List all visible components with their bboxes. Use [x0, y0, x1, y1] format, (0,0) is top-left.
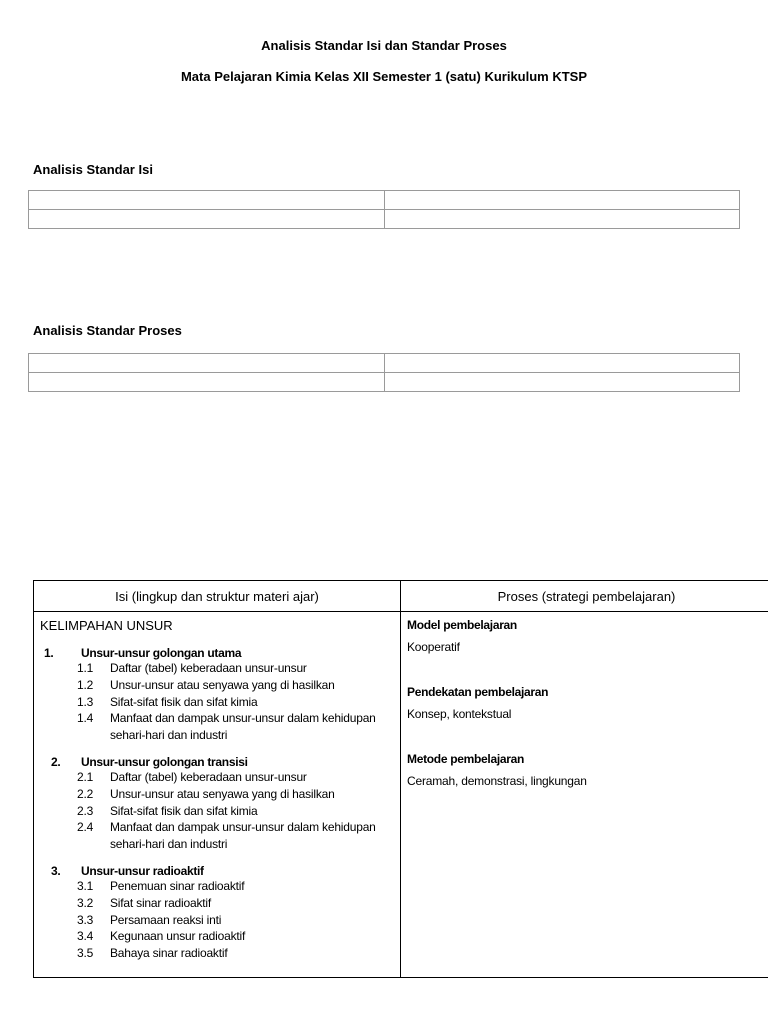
list-item — [40, 677, 394, 694]
header-isi: Isi (lingkup dan struktur materi ajar) — [34, 581, 401, 612]
table-row — [34, 612, 768, 978]
group-number: 3. — [51, 863, 61, 878]
item-text: Sifat-sifat fisik dan sifat kimia — [110, 694, 258, 709]
topic-group — [40, 864, 394, 962]
item-text: Daftar (tabel) keberadaan unsur-unsur — [110, 769, 307, 784]
analysis-table — [33, 580, 768, 978]
empty-table-isi — [28, 190, 740, 229]
item-number: 1.4 — [77, 711, 94, 726]
item-number: 2.3 — [77, 803, 94, 818]
table-cell — [29, 354, 385, 373]
item-number: 2.4 — [77, 820, 94, 835]
list-item — [40, 786, 394, 803]
proses-label: Metode pembelajaran — [407, 752, 525, 766]
section-heading-isi: Analisis Standar Isi — [33, 162, 153, 177]
item-number: 1.1 — [77, 661, 94, 675]
table-header-row — [34, 581, 768, 612]
topic-groups — [40, 646, 394, 962]
item-text: Daftar (tabel) keberadaan unsur-unsur — [110, 661, 307, 675]
list-item — [40, 819, 394, 853]
topic-group — [40, 646, 394, 744]
list-item — [40, 912, 394, 929]
item-text: Manfaat dan dampak unsur-unsur dalam kehidupan sehari-hari dan industri — [110, 820, 376, 852]
list-item — [40, 878, 394, 895]
item-number: 1.2 — [77, 677, 94, 692]
item-number: 3.4 — [77, 929, 94, 944]
item-number: 3.2 — [77, 895, 94, 910]
item-number: 3.1 — [77, 878, 94, 893]
group-title — [40, 864, 394, 878]
item-text: Manfaat dan dampak unsur-unsur dalam kehidupan sehari-hari dan industri — [110, 711, 376, 743]
table-row — [29, 373, 740, 392]
item-text: Unsur-unsur atau senyawa yang di hasilkan — [110, 786, 335, 801]
topic-group — [40, 755, 394, 853]
item-number: 2.2 — [77, 786, 94, 801]
table-row — [29, 210, 740, 229]
proses-label: Pendekatan pembelajaran — [407, 685, 549, 699]
table-row — [29, 191, 740, 210]
header-proses: Proses (strategi pembelajaran) — [401, 581, 768, 612]
list-item — [40, 945, 394, 962]
group-number: 1. — [44, 646, 54, 660]
group-title — [40, 646, 394, 660]
list-item — [40, 895, 394, 912]
item-number: 1.3 — [77, 694, 94, 709]
proses-value: Kooperatif — [407, 640, 460, 654]
table-cell — [29, 373, 385, 392]
table-cell — [384, 210, 740, 229]
proses-block — [407, 752, 766, 788]
list-item — [40, 803, 394, 820]
list-item — [40, 660, 394, 677]
table-cell — [384, 354, 740, 373]
item-text: Sifat sinar radioaktif — [110, 895, 211, 910]
table-cell — [29, 210, 385, 229]
group-title-text: Unsur-unsur golongan utama — [81, 646, 242, 660]
item-number: 2.1 — [77, 769, 94, 784]
proses-block — [407, 618, 766, 654]
item-text: Persamaan reaksi inti — [110, 912, 222, 927]
proses-cell — [401, 612, 768, 978]
proses-block — [407, 685, 766, 721]
section-heading-proses: Analisis Standar Proses — [33, 323, 182, 338]
document-title: Analisis Standar Isi dan Standar Proses — [261, 38, 507, 53]
item-number: 3.5 — [77, 946, 94, 961]
group-title-text: Unsur-unsur golongan transisi — [81, 754, 248, 769]
item-text: Bahaya sinar radioaktif — [110, 946, 228, 961]
main-topic: KELIMPAHAN UNSUR — [40, 618, 173, 633]
document-subtitle: Mata Pelajaran Kimia Kelas XII Semester 1 (satu) Kurikulum KTSP — [180, 69, 588, 84]
item-text: Penemuan sinar radioaktif — [110, 878, 245, 893]
list-item — [40, 928, 394, 945]
proses-value: Ceramah, demonstrasi, lingkungan — [407, 774, 587, 788]
group-title — [40, 755, 394, 769]
table-row — [29, 354, 740, 373]
list-item — [40, 769, 394, 786]
empty-table-proses — [28, 353, 740, 392]
group-number: 2. — [51, 754, 61, 769]
proses-label: Model pembelajaran — [407, 618, 517, 632]
item-text: Unsur-unsur atau senyawa yang di hasilkan — [110, 677, 335, 692]
list-item — [40, 694, 394, 711]
table-cell — [29, 191, 385, 210]
proses-value: Konsep, kontekstual — [407, 707, 512, 721]
table-cell — [384, 373, 740, 392]
isi-cell — [34, 612, 401, 978]
item-text: Sifat-sifat fisik dan sifat kimia — [110, 803, 258, 818]
item-text: Kegunaan unsur radioaktif — [110, 929, 246, 944]
list-item — [40, 710, 394, 744]
group-title-text: Unsur-unsur radioaktif — [81, 863, 204, 878]
proses-list — [407, 618, 766, 788]
table-cell — [384, 191, 740, 210]
item-number: 3.3 — [77, 912, 94, 927]
